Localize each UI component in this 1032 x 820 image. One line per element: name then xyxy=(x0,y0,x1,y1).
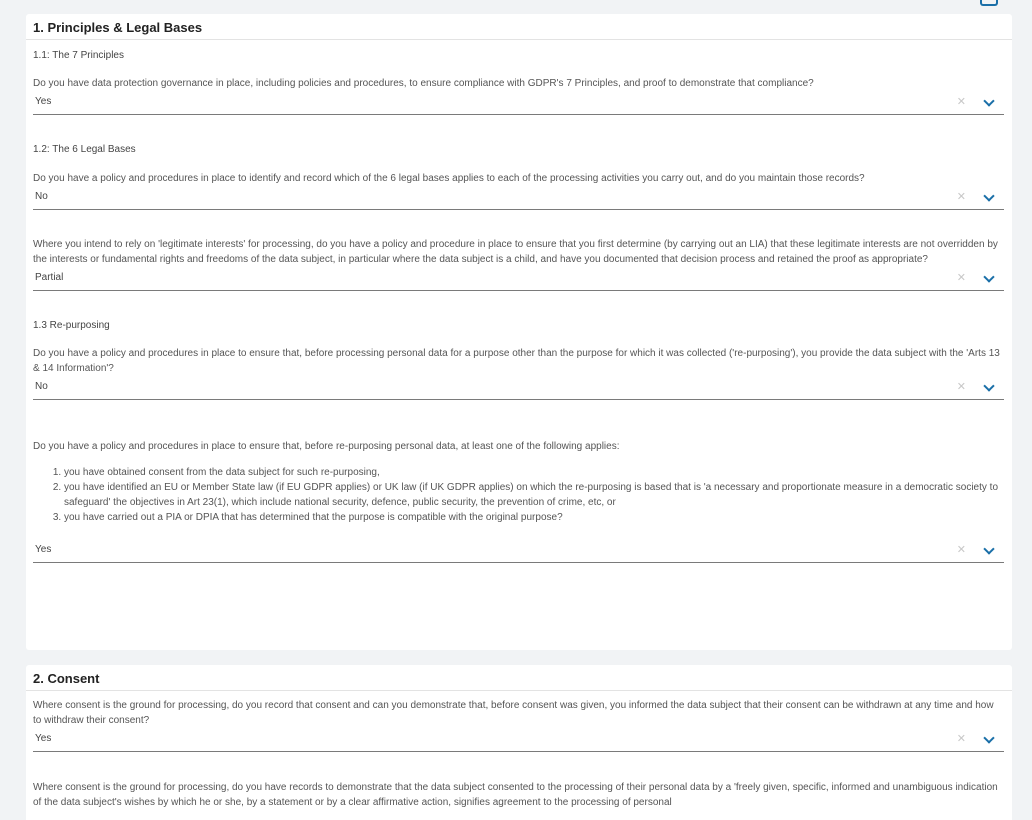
clear-icon[interactable]: ✕ xyxy=(956,272,966,284)
chevron-down-icon[interactable] xyxy=(983,95,994,106)
section-title: 2. Consent xyxy=(26,665,1012,691)
answer-select[interactable] xyxy=(33,187,1004,210)
list-item: 2. you have identified an EU or Member State law (if EU GDPR applies) or UK law (if UK GDPR applies) on which the re-purposing is based that is 'a necessary and proportionate measure in a democratic society to safeguard' the objectives in Art 23(1), which include national security, defence, public security, the prevention of crime, etc, or xyxy=(64,480,1004,510)
subsection-heading: 1.2: The 6 Legal Bases xyxy=(33,144,136,155)
answer-value: Yes xyxy=(35,96,52,107)
question-text: Do you have a policy and procedures in place to ensure that, before processing personal data for a purpose other than the purpose for which it was collected ('re-purposing'), you provide the data subject with the 'Arts 13 & 14 Information'? xyxy=(33,348,1000,374)
answer-value: No xyxy=(35,191,48,202)
clear-icon[interactable]: ✕ xyxy=(956,381,966,393)
question-text: Do you have a policy and procedures in place to identify and record which of the 6 legal bases applies to each of the processing activities you carry out, and do you maintain those records? xyxy=(33,173,865,184)
subsection-heading: 1.1: The 7 Principles xyxy=(33,50,124,61)
clear-icon[interactable]: ✕ xyxy=(956,733,966,745)
answer-select[interactable] xyxy=(33,540,1004,563)
question-text: Do you have a policy and procedures in place to ensure that, before re-purposing personal data, at least one of the following applies: xyxy=(33,441,620,452)
chevron-down-icon[interactable] xyxy=(983,380,994,391)
chevron-down-icon[interactable] xyxy=(983,271,994,282)
question-text: Where you intend to rely on 'legitimate interests' for processing, do you have a policy and procedure in place to ensure that you first determine (by carrying out an LIA) that these legitimate interests are not overridden by the interests or fundamental rights and freedoms of the data subject, in particular where the data subject is a child, and have you documented that decision process and retained the proof as appropriate? xyxy=(33,239,998,265)
section-title: 1. Principles & Legal Bases xyxy=(26,14,1012,40)
answer-value: Yes xyxy=(35,544,52,555)
question-text: Where consent is the ground for processing, do you record that consent and can you demonstrate that, before consent was given, you informed the data subject that their consent can be withdrawn at any time and how to withdraw their consent? xyxy=(33,700,994,726)
answer-value: No xyxy=(35,381,48,392)
clear-icon[interactable]: ✕ xyxy=(956,191,966,203)
conditions-list xyxy=(33,465,1004,525)
answer-select[interactable] xyxy=(33,268,1004,291)
chevron-down-icon[interactable] xyxy=(983,190,994,201)
subsection-heading: 1.3 Re-purposing xyxy=(33,320,110,331)
calendar-icon[interactable] xyxy=(980,0,998,6)
section-consent xyxy=(26,665,1012,820)
answer-value: Yes xyxy=(35,733,52,744)
clear-icon[interactable]: ✕ xyxy=(956,544,966,556)
clear-icon[interactable]: ✕ xyxy=(956,96,966,108)
question-text: Where consent is the ground for processing, do you have records to demonstrate that the data subject consented to the processing of their personal data by a 'freely given, specific, informed and unambiguous indication of the data subject's wishes by which he or she, by a statement or by a clear affirmative action, signifies agreement to the processing of personal xyxy=(33,782,998,808)
chevron-down-icon[interactable] xyxy=(983,732,994,743)
answer-select[interactable] xyxy=(33,729,1004,752)
answer-select[interactable] xyxy=(33,92,1004,115)
answer-select[interactable] xyxy=(33,377,1004,400)
section-principles xyxy=(26,14,1012,650)
list-item: 1. you have obtained consent from the data subject for such re-purposing, xyxy=(64,465,1004,480)
list-item: 3. you have carried out a PIA or DPIA that has determined that the purpose is compatible with the original purpose? xyxy=(64,510,1004,525)
question-text: Do you have data protection governance in place, including policies and procedures, to ensure compliance with GDPR's 7 Principles, and proof to demonstrate that compliance? xyxy=(33,78,814,89)
chevron-down-icon[interactable] xyxy=(983,543,994,554)
answer-value: Partial xyxy=(35,272,64,283)
